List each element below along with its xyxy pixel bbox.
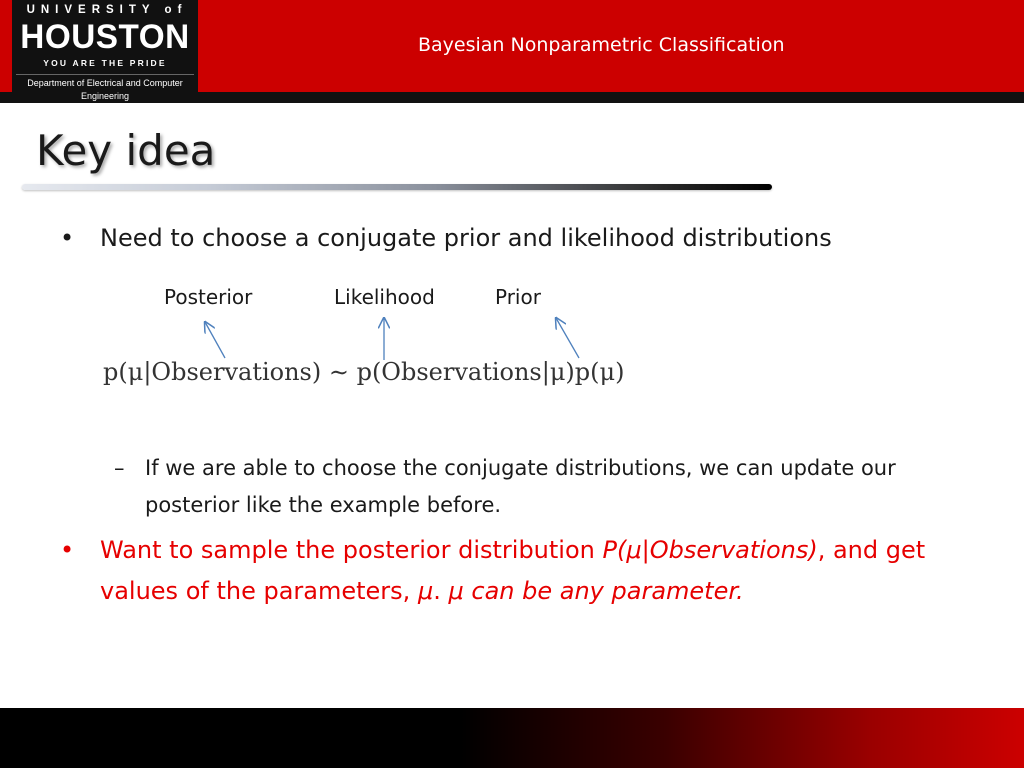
logo-houston-text: HOUSTON [20,18,190,56]
bullet-marker-red: • [60,536,75,564]
bullet2-posterior-expression: P(μ|Observations) [602,536,818,564]
bullet2-mu-note: μ can be any parameter. [448,577,744,605]
logo-tagline: YOU ARE THE PRIDE [43,58,167,68]
logo-divider [16,74,194,75]
sub-bullet-conjugate-update: If we are able to choose the conjugate distributions, we can update our posterior like the example before. [145,456,896,517]
bullet2-mu-symbol: μ [417,577,434,605]
logo-university-text: UNIVERSITY of [26,4,188,16]
label-posterior: Posterior [164,285,253,309]
presentation-title: Bayesian Nonparametric Classification [418,34,785,56]
bayes-formula: p(μ|Observations) ∼ p(Observations|μ)p(μ) [103,358,625,386]
bullet2-text-1: Want to sample the posterior distribution [100,536,603,564]
label-likelihood: Likelihood [334,285,435,309]
bullet2-text-3: . [433,577,449,605]
university-logo [12,0,198,103]
footer-bar [0,708,1024,768]
slide-title: Key idea [36,126,216,175]
department-name: Department of Electrical and Computer Engineering [27,78,183,101]
posterior-arrow [205,322,225,358]
bullet-conjugate-prior: Need to choose a conjugate prior and likelihood distributions [100,224,832,252]
bullet-sample-posterior [100,530,980,612]
title-underline [22,184,772,190]
bullet-marker: • [60,224,75,252]
prior-arrow [556,318,579,358]
sub-bullet-marker: – [114,456,125,480]
label-prior: Prior [495,285,541,309]
bullet2-text-2: , and get values of the parameters, [100,536,926,605]
